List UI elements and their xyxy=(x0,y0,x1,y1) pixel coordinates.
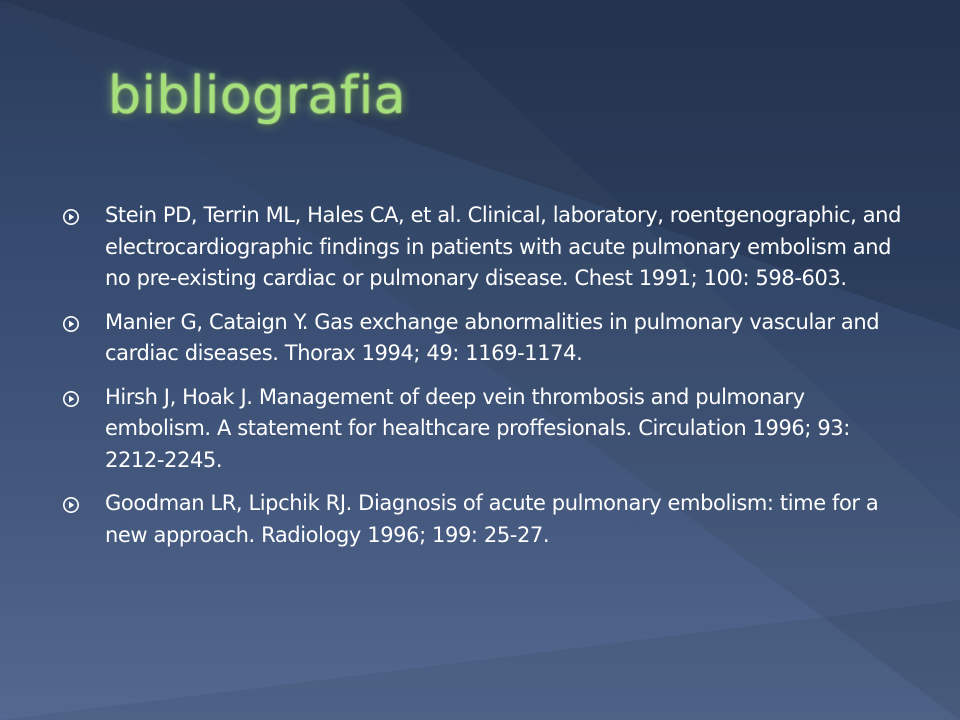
reference-item xyxy=(62,307,902,370)
reference-item xyxy=(62,382,902,477)
slide-title: bibliografia xyxy=(108,66,407,126)
reference-text: Hirsh J, Hoak J. Management of deep vein thrombosis and pulmonary embolism. A statement for healthcare proffesionals. Circulation 1996; 93: 2212-2245. xyxy=(105,384,850,472)
circled-play-icon xyxy=(62,208,80,226)
reference-item xyxy=(62,200,902,295)
reference-item xyxy=(62,488,902,551)
circled-play-icon xyxy=(62,315,80,333)
circled-play-icon xyxy=(62,496,80,514)
reference-text: Stein PD, Terrin ML, Hales CA, et al. Clinical, laboratory, roentgenographic, and electrocardiographic findings in patients with acute pulmonary embolism and no pre-existing cardiac or pulmonary disease. Chest 1991; 100: 598-603. xyxy=(105,203,902,290)
reference-list xyxy=(62,200,902,563)
circled-play-icon xyxy=(62,390,80,408)
reference-text: Goodman LR, Lipchik RJ. Diagnosis of acute pulmonary embolism: time for a new approach. Radiology 1996; 199: 25-27. xyxy=(105,491,879,547)
reference-text: Manier G, Cataign Y. Gas exchange abnormalities in pulmonary vascular and cardiac diseases. Thorax 1994; 49: 1169-1174. xyxy=(105,309,880,365)
